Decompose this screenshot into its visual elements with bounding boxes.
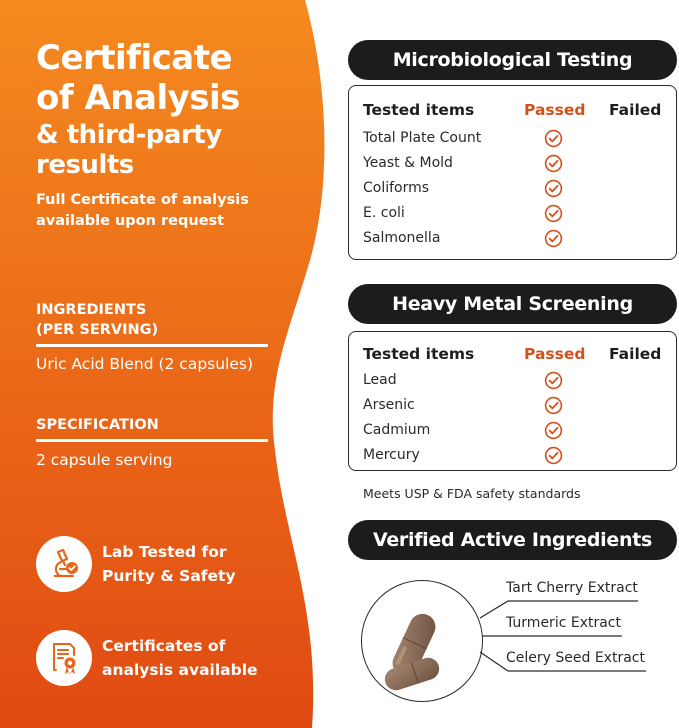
tested-item-label: E. coli xyxy=(363,205,405,221)
ingredients-heading-line-1: INGREDIENTS xyxy=(36,302,147,318)
tested-item-label: Yeast & Mold xyxy=(363,155,453,171)
certificates-line-1: Certificates of xyxy=(102,637,226,655)
heavy-metal-table xyxy=(348,331,677,471)
coa-request-note xyxy=(36,190,276,232)
tested-item-label: Coliforms xyxy=(363,180,430,196)
micro-header-tested: Tested items xyxy=(363,101,475,119)
lab-tested-line-1: Lab Tested for xyxy=(102,543,227,561)
active-ingredients-title: Verified Active Ingredients xyxy=(348,520,677,560)
metal-header-passed: Passed xyxy=(524,345,586,363)
passed-check-icon xyxy=(544,229,563,248)
table-row xyxy=(363,395,663,420)
table-row xyxy=(363,203,663,228)
ingredients-heading-line-2: (PER SERVING) xyxy=(36,322,159,338)
tested-item-label: Salmonella xyxy=(363,230,441,246)
note-line-1: Full Certificate of analysis xyxy=(36,192,249,208)
certificates-line-2: analysis available xyxy=(102,661,258,679)
specification-value: 2 capsule serving xyxy=(36,451,173,469)
micro-testing-title: Microbiological Testing xyxy=(348,40,677,80)
table-row xyxy=(363,370,663,395)
ingredients-heading xyxy=(36,300,158,340)
ingredient-leader-lines xyxy=(470,590,650,680)
ingredient-turmeric: Turmeric Extract xyxy=(506,615,621,631)
certificates-available-label xyxy=(102,634,258,682)
heavy-metal-title: Heavy Metal Screening xyxy=(348,284,677,324)
specification-heading: SPECIFICATION xyxy=(36,417,159,433)
table-row xyxy=(363,228,663,253)
tested-item-label: Cadmium xyxy=(363,422,431,438)
passed-check-icon xyxy=(544,396,563,415)
capsules-icon xyxy=(362,581,484,703)
tested-item-label: Arsenic xyxy=(363,397,415,413)
left-info-panel xyxy=(0,0,300,728)
passed-check-icon xyxy=(544,179,563,198)
page-subtitle xyxy=(36,120,222,180)
metal-header-tested: Tested items xyxy=(363,345,475,363)
subtitle-line-2: results xyxy=(36,150,134,180)
passed-check-icon xyxy=(544,421,563,440)
safety-standards-note: Meets USP & FDA safety standards xyxy=(363,486,581,501)
table-row xyxy=(363,128,663,153)
passed-check-icon xyxy=(544,204,563,223)
capsule-image xyxy=(361,580,483,702)
ingredients-divider xyxy=(36,344,268,347)
subtitle-line-1: & third-party xyxy=(36,120,222,150)
tested-item-label: Mercury xyxy=(363,447,420,463)
passed-check-icon xyxy=(544,129,563,148)
page-title xyxy=(36,38,240,118)
micro-header-passed: Passed xyxy=(524,101,586,119)
table-row xyxy=(363,153,663,178)
tested-item-label: Total Plate Count xyxy=(363,130,482,146)
ingredients-value: Uric Acid Blend (2 capsules) xyxy=(36,355,254,373)
table-row xyxy=(363,178,663,203)
micro-testing-table xyxy=(348,85,677,260)
title-line-2: of Analysis xyxy=(36,78,240,118)
microscope-check-icon xyxy=(36,536,92,592)
specification-divider xyxy=(36,439,268,442)
table-row xyxy=(363,420,663,445)
title-line-1: Certificate xyxy=(36,38,233,78)
passed-check-icon xyxy=(544,446,563,465)
passed-check-icon xyxy=(544,371,563,390)
table-row xyxy=(363,445,663,470)
tested-item-label: Lead xyxy=(363,372,397,388)
metal-header-failed: Failed xyxy=(609,345,662,363)
lab-tested-line-2: Purity & Safety xyxy=(102,567,236,585)
certificate-ribbon-icon xyxy=(36,630,92,686)
passed-check-icon xyxy=(544,154,563,173)
ingredient-tart-cherry: Tart Cherry Extract xyxy=(506,580,638,596)
ingredient-celery-seed: Celery Seed Extract xyxy=(506,650,645,666)
note-line-2: available upon request xyxy=(36,213,225,229)
micro-header-failed: Failed xyxy=(609,101,662,119)
lab-tested-label xyxy=(102,540,236,588)
